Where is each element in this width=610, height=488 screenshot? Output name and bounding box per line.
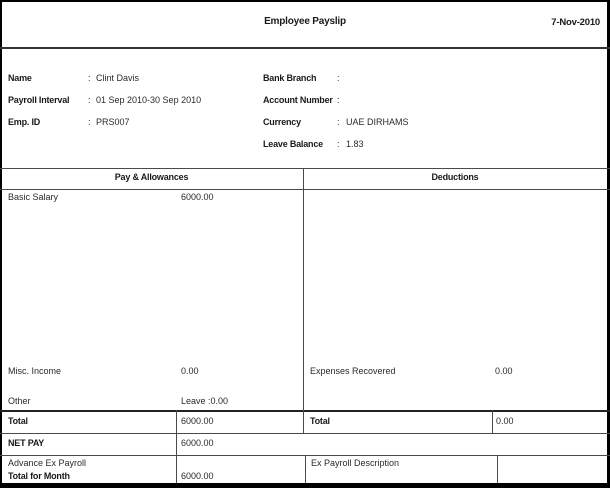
total-row-bottom-line bbox=[0, 433, 610, 434]
payroll-interval-label: Payroll Interval bbox=[8, 95, 70, 105]
basic-salary-label: Basic Salary bbox=[8, 192, 59, 202]
page-title: Employee Payslip bbox=[264, 16, 346, 27]
pay-allowances-header: Pay & Allowances bbox=[114, 172, 189, 182]
page-border-top bbox=[0, 0, 610, 2]
currency-colon: : bbox=[337, 117, 340, 127]
emp-id-label: Emp. ID bbox=[8, 117, 41, 127]
header-separator-line bbox=[0, 47, 610, 49]
leave-balance-colon: : bbox=[337, 139, 340, 149]
currency-label: Currency bbox=[263, 117, 301, 127]
total-for-month-label: Total for Month bbox=[8, 471, 70, 481]
misc-income-value: 0.00 bbox=[181, 366, 199, 376]
total-row-top-line bbox=[0, 410, 610, 412]
deductions-total-value: 0.00 bbox=[496, 416, 514, 426]
net-pay-label: NET PAY bbox=[8, 438, 45, 448]
total-for-month-value: 6000.00 bbox=[181, 471, 214, 481]
page-border-left bbox=[0, 0, 2, 488]
name-colon: : bbox=[88, 73, 91, 83]
payroll-interval-colon: : bbox=[88, 95, 91, 105]
basic-salary-value: 6000.00 bbox=[181, 192, 214, 202]
advance-ex-payroll-label: Advance Ex Payroll bbox=[8, 458, 87, 468]
leave-balance-value: 1.83 bbox=[346, 139, 364, 149]
pay-total-label: Total bbox=[8, 416, 28, 426]
payroll-interval-value: 01 Sep 2010-30 Sep 2010 bbox=[96, 95, 202, 105]
ex-payroll-description-label: Ex Payroll Description bbox=[311, 458, 400, 468]
other-leave-value: Leave :0.00 bbox=[181, 396, 229, 406]
right-value-divider bbox=[492, 410, 493, 434]
page-border-bottom bbox=[0, 483, 610, 488]
deductions-header: Deductions bbox=[431, 172, 479, 182]
report-date: 7-Nov-2010 bbox=[551, 17, 600, 28]
left-value-divider bbox=[176, 410, 177, 483]
bottom-desc-left-divider bbox=[305, 455, 306, 483]
emp-id-colon: : bbox=[88, 117, 91, 127]
table-mid-divider bbox=[303, 168, 304, 434]
misc-income-label: Misc. Income bbox=[8, 366, 62, 376]
other-label: Other bbox=[8, 396, 31, 406]
name-label: Name bbox=[8, 73, 32, 83]
bank-branch-colon: : bbox=[337, 73, 340, 83]
expenses-recovered-label: Expenses Recovered bbox=[310, 366, 396, 376]
expenses-recovered-value: 0.00 bbox=[495, 366, 513, 376]
leave-balance-label: Leave Balance bbox=[263, 139, 323, 149]
account-number-colon: : bbox=[337, 95, 340, 105]
bottom-desc-right-divider bbox=[497, 455, 498, 483]
net-pay-value: 6000.00 bbox=[181, 438, 214, 448]
table-header-bottom-line bbox=[0, 189, 610, 190]
table-top-line bbox=[0, 168, 610, 169]
pay-total-value: 6000.00 bbox=[181, 416, 214, 426]
deductions-total-label: Total bbox=[310, 416, 330, 426]
name-value: Clint Davis bbox=[96, 73, 140, 83]
currency-value: UAE DIRHAMS bbox=[346, 117, 409, 127]
bank-branch-label: Bank Branch bbox=[263, 73, 317, 83]
emp-id-value: PRS007 bbox=[96, 117, 130, 127]
account-number-label: Account Number bbox=[263, 95, 333, 105]
